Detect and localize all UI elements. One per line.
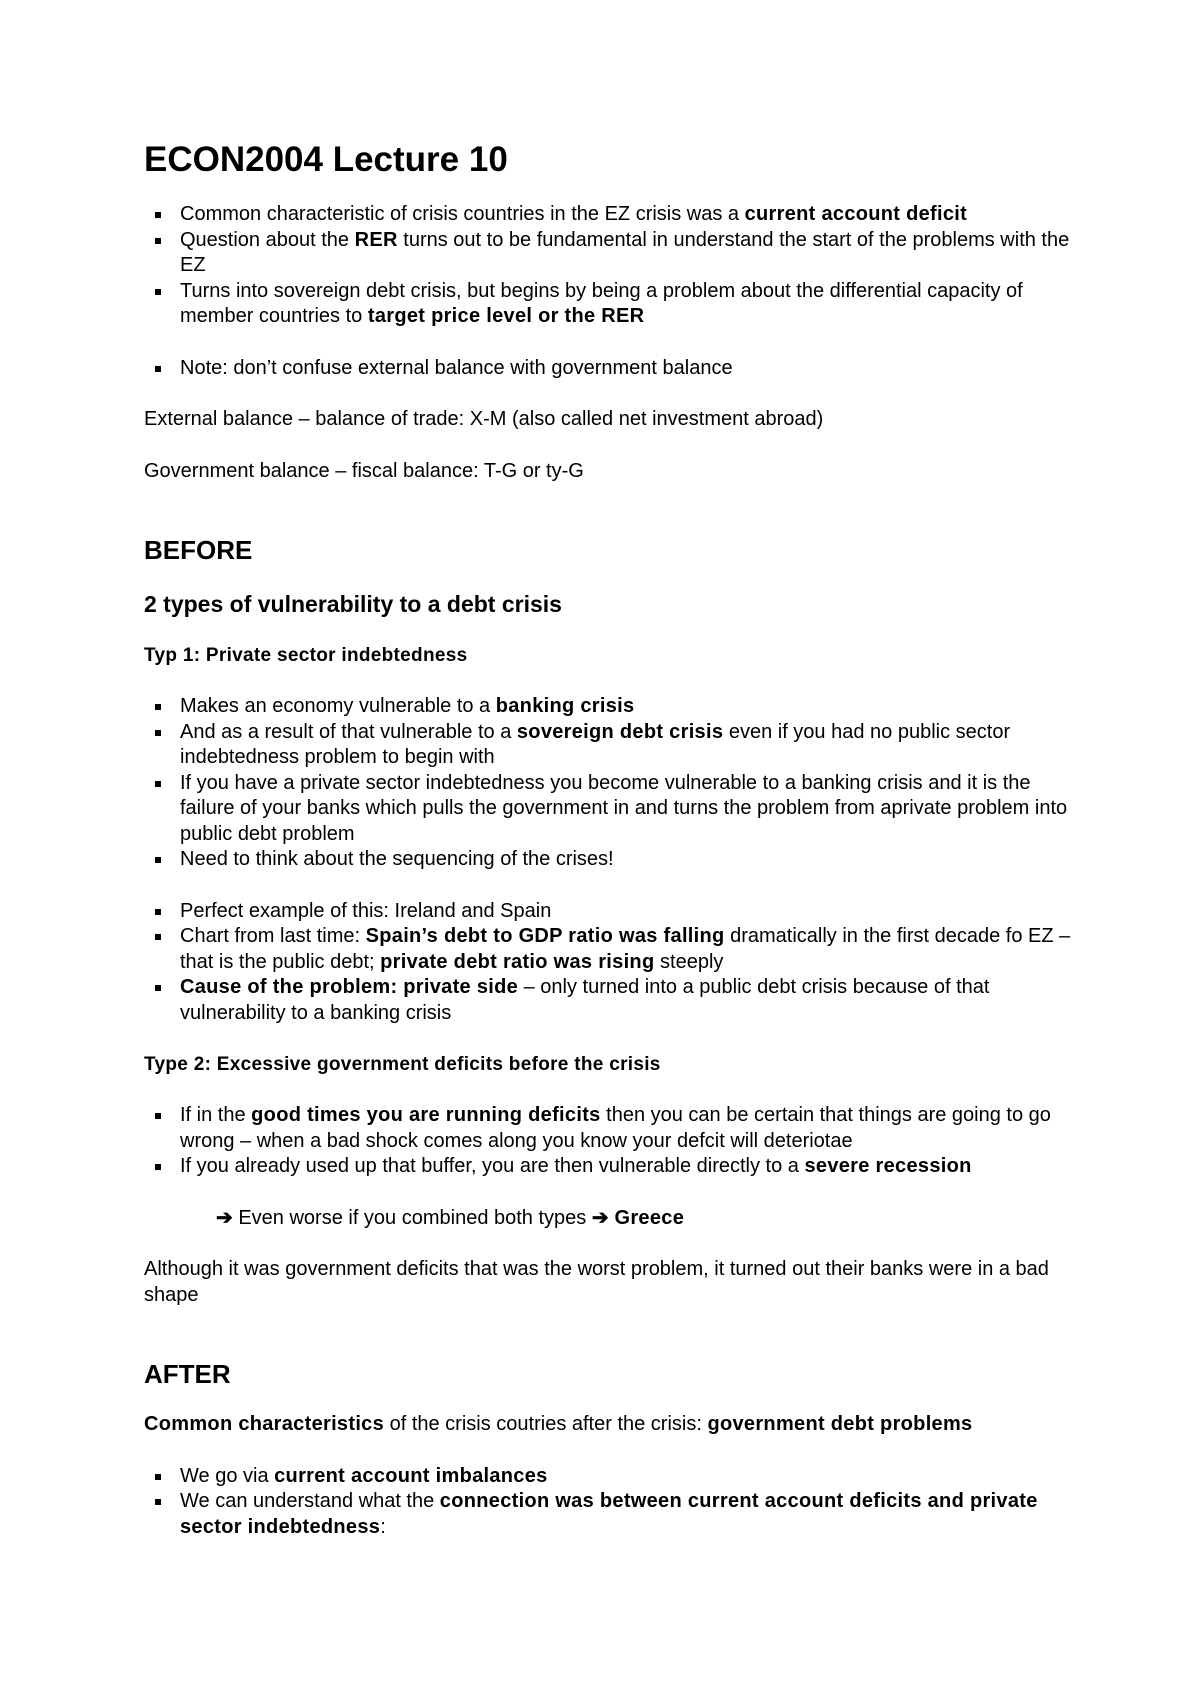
list-item: And as a result of that vulnerable to a sovereign debt crisis even if you had no public sector indebtedness problem to begin with xyxy=(144,720,1074,771)
intro-bullet-list xyxy=(144,202,1074,330)
list-item: We go via current account imbalances xyxy=(144,1464,1074,1490)
document-title: ECON2004 Lecture 10 xyxy=(144,140,508,179)
list-item: Cause of the problem: private side – only turned into a public debt crisis because of that vulnerability to a banking crisis xyxy=(144,975,1074,1026)
type1-heading: Typ 1: Private sector indebtedness xyxy=(144,645,468,666)
type1-examples-bullet-list xyxy=(144,899,1074,1027)
type2-heading: Type 2: Excessive government deficits before the crisis xyxy=(144,1054,661,1075)
closing-paragraph: Although it was government deficits that was the worst problem, it turned out their banks were in a bad shape xyxy=(144,1258,1049,1306)
list-item: If in the good times you are running deficits then you can be certain that things are going to go wrong – when a bad shock comes along you know your defcit will deteriotae xyxy=(144,1103,1074,1154)
list-item: Makes an economy vulnerable to a banking crisis xyxy=(144,694,1074,720)
after-bullet-list xyxy=(144,1464,1074,1541)
list-item: Chart from last time: Spain’s debt to GDP ratio was falling dramatically in the first decade fo EZ – that is the public debt; private debt ratio was rising steeply xyxy=(144,924,1074,975)
type1-bullet-list xyxy=(144,694,1074,873)
list-item: Turns into sovereign debt crisis, but begins by being a problem about the differential capacity of member countries to target price level or the RER xyxy=(144,279,1074,330)
list-item: If you have a private sector indebtedness you become vulnerable to a banking crisis and it is the failure of your banks which pulls the government in and turns the problem from aprivate problem into public debt problem xyxy=(144,771,1074,848)
type2-bullet-list xyxy=(144,1103,1074,1180)
list-item: Need to think about the sequencing of the crises! xyxy=(144,847,1074,873)
list-item: If you already used up that buffer, you are then vulnerable directly to a severe recession xyxy=(144,1154,1074,1180)
list-item: Common characteristic of crisis countries in the EZ crisis was a current account deficit xyxy=(144,202,1074,228)
before-heading: BEFORE xyxy=(144,535,253,565)
vulnerability-subheading: 2 types of vulnerability to a debt crisis xyxy=(144,591,562,617)
after-heading: AFTER xyxy=(144,1359,231,1389)
list-item: Perfect example of this: Ireland and Spain xyxy=(144,899,1074,925)
government-balance-paragraph: Government balance – fiscal balance: T-G or ty-G xyxy=(144,459,584,482)
external-balance-paragraph: External balance – balance of trade: X-M (also called net investment abroad) xyxy=(144,408,824,430)
document-body xyxy=(144,138,1074,1540)
arrow-right-icon: ➔ xyxy=(216,1206,233,1229)
list-item: Question about the RER turns out to be fundamental in understand the start of the problems with the EZ xyxy=(144,228,1074,279)
list-item: We can understand what the connection was between current account deficits and private sector indebtedness: xyxy=(144,1489,1074,1540)
greece-arrow-line: ➔ Even worse if you combined both types ➔ Greece xyxy=(216,1206,685,1229)
note-bullet-list xyxy=(144,356,1074,382)
list-item: Note: don’t confuse external balance with government balance xyxy=(144,356,1074,382)
arrow-right-icon: ➔ xyxy=(591,1206,609,1229)
after-lead-paragraph: Common characteristics of the crisis coutries after the crisis: government debt problems xyxy=(144,1413,973,1435)
